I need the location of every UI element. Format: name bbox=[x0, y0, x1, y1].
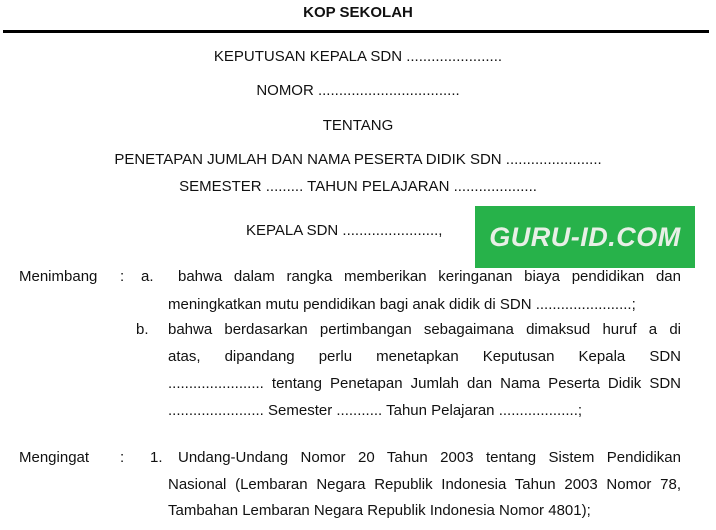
kop-sekolah-heading: KOP SEKOLAH bbox=[303, 4, 413, 21]
menimbang-b-line-2: atas, dipandang perlu menetapkan Keputusan Kepala SDN bbox=[168, 348, 681, 365]
menimbang-a-line-1: bahwa dalam rangka memberikan keringanan biaya pendidikan dan bbox=[178, 268, 681, 285]
mengingat-label: Mengingat bbox=[19, 449, 90, 466]
mengingat-marker-1: 1. bbox=[150, 449, 163, 466]
title-semester: SEMESTER ......... TAHUN PELAJARAN .................... bbox=[179, 178, 537, 195]
menimbang-colon: : bbox=[120, 268, 125, 285]
menimbang-b-line-4: ....................... Semester ........... Tahun Pelajaran ...................; bbox=[168, 402, 583, 419]
watermark-text: GURU-ID.COM bbox=[489, 221, 681, 252]
menimbang-marker-b: b. bbox=[136, 321, 149, 338]
title-kepala: KEPALA SDN ......................., bbox=[246, 222, 443, 239]
menimbang-b-line-3: ....................... tentang Penetapan Jumlah dan Nama Peserta Didik SDN bbox=[168, 375, 681, 392]
mengingat-colon: : bbox=[120, 449, 125, 466]
title-penetapan: PENETAPAN JUMLAH DAN NAMA PESERTA DIDIK SDN ....................... bbox=[114, 151, 602, 168]
title-keputusan: KEPUTUSAN KEPALA SDN ....................... bbox=[213, 48, 503, 65]
title-tentang: TENTANG bbox=[322, 117, 394, 134]
menimbang-b-line-1: bahwa berdasarkan pertimbangan sebagaimana dimaksud huruf a di bbox=[168, 321, 681, 338]
mengingat-1-line-1: Undang-Undang Nomor 20 Tahun 2003 tentang Sistem Pendidikan bbox=[178, 449, 681, 466]
menimbang-a-line-2: meningkatkan mutu pendidikan bagi anak didik di SDN .......................; bbox=[168, 296, 636, 313]
menimbang-label: Menimbang bbox=[19, 268, 98, 285]
title-nomor: NOMOR .................................. bbox=[256, 82, 460, 99]
mengingat-1-line-2: Nasional (Lembaran Negara Republik Indonesia Tahun 2003 Nomor 78, bbox=[168, 476, 681, 493]
mengingat-1-line-3: Tambahan Lembaran Negara Republik Indonesia Nomor 4801); bbox=[168, 502, 591, 519]
menimbang-marker-a: a. bbox=[141, 268, 154, 285]
watermark-logo bbox=[475, 206, 695, 268]
header-rule bbox=[3, 30, 709, 33]
